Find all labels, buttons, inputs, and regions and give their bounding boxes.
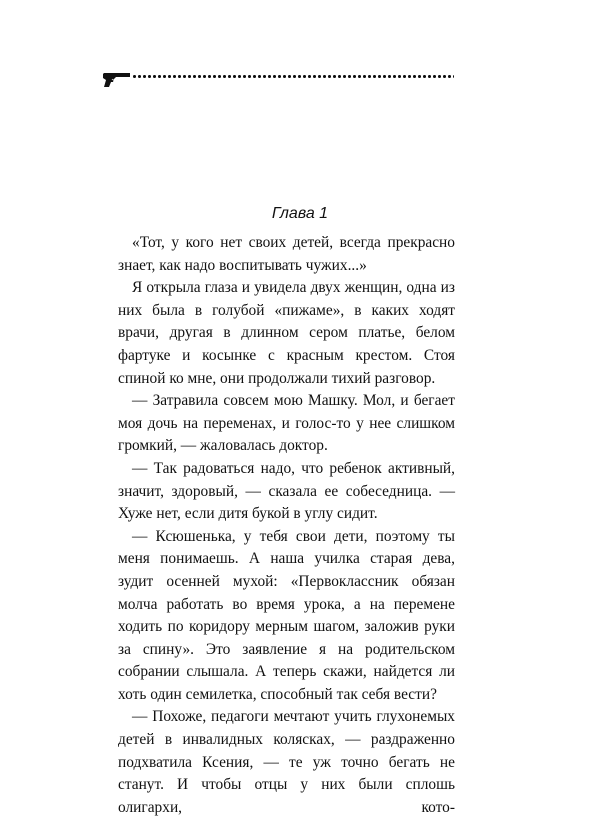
paragraph: «Тот, у кого нет своих детей, всегда прекрасно знает, как надо воспитывать чужих...» (118, 234, 455, 274)
paragraph: Я открыла глаза и увидела двух женщин, одна из них была в голубой «пижаме», в каких ходят врачи, другая в длинном сером платье, белом фартуке и косынке с красным крестом. Стоя спиной ко мне, они продолжали тихий разговор. (118, 279, 455, 387)
header-ornament (102, 68, 454, 90)
paragraph: — Ксюшенька, у тебя свои дети, поэтому ты меня понимаешь. А наша училка старая дева, зудит осенней мухой: «Первоклассник обязан молча работать во время урока, а на перемене ходить по коридору мерным шагом, заложив руки за спину». Это заявление я на родительском собрании слышала. А теперь скажи, найдется ли хоть один семилетка, способный так себя вести? (118, 527, 455, 703)
paragraph: — Так радоваться надо, что ребенок активный, значит, здоровый, — сказала ее собеседница. — Хуже нет, если дитя букой в углу сидит. (118, 459, 455, 523)
chapter-text (118, 232, 455, 819)
pistol-icon (102, 70, 132, 88)
chapter-title: Глава 1 (271, 205, 329, 222)
paragraph: — Затравила совсем мою Машку. Мол, и бегает моя дочь на переменах, и голос-то у нее слишком громкий, — жаловалась доктор. (118, 392, 455, 455)
dotted-rule (132, 74, 454, 79)
paragraph: — Похоже, педагоги мечтают учить глухонемых детей в инвалидных колясках, — раздраженно подхватила Ксения, — те уж точно бегать не станут. И чтобы отцы у них были сплошь олигархи, кото- (118, 708, 455, 816)
